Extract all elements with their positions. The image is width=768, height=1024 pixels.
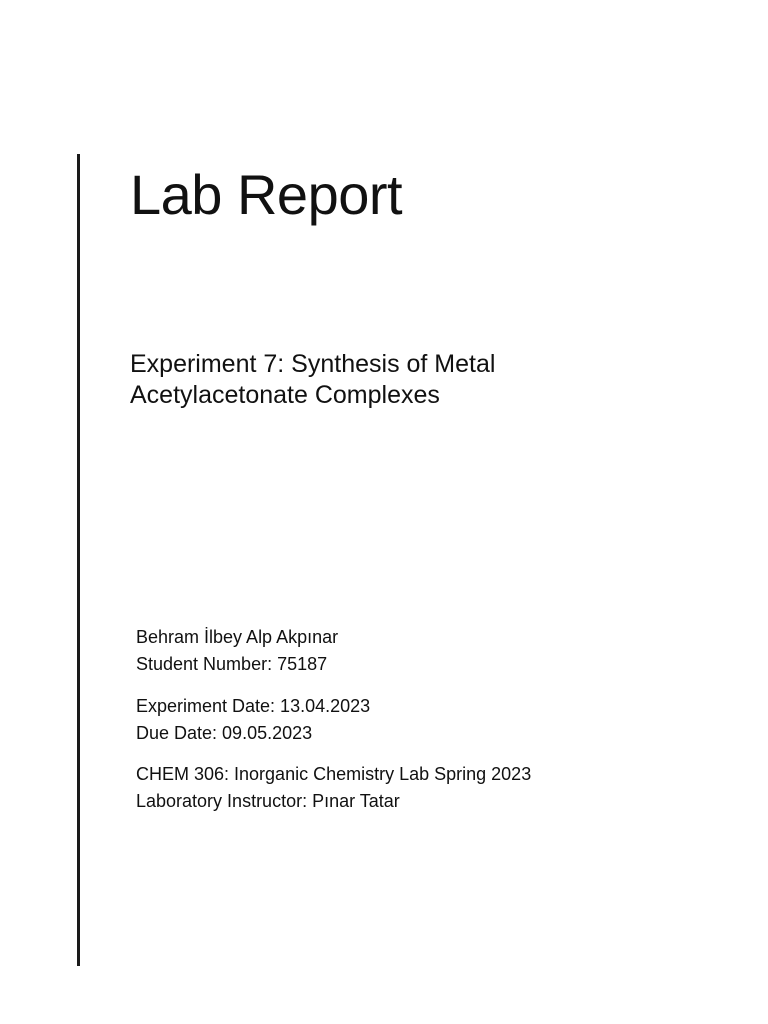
course-info xyxy=(136,761,531,815)
student-name: Behram İlbey Alp Akpınar xyxy=(136,627,339,647)
subtitle-line: Acetylacetonate Complexes xyxy=(130,381,440,409)
instructor-name: Laboratory Instructor: Pınar Tatar xyxy=(136,791,400,811)
student-number: Student Number: 75187 xyxy=(136,654,328,674)
due-date: Due Date: 09.05.2023 xyxy=(136,723,313,743)
student-info xyxy=(136,624,338,678)
date-info xyxy=(136,693,370,747)
course-name: CHEM 306: Inorganic Chemistry Lab Spring 2023 xyxy=(136,764,532,784)
experiment-date: Experiment Date: 13.04.2023 xyxy=(136,696,371,716)
page-title: Lab Report xyxy=(130,163,403,226)
experiment-subtitle xyxy=(130,349,690,411)
subtitle-line: Experiment 7: Synthesis of Metal xyxy=(130,350,496,378)
vertical-divider xyxy=(77,154,80,966)
